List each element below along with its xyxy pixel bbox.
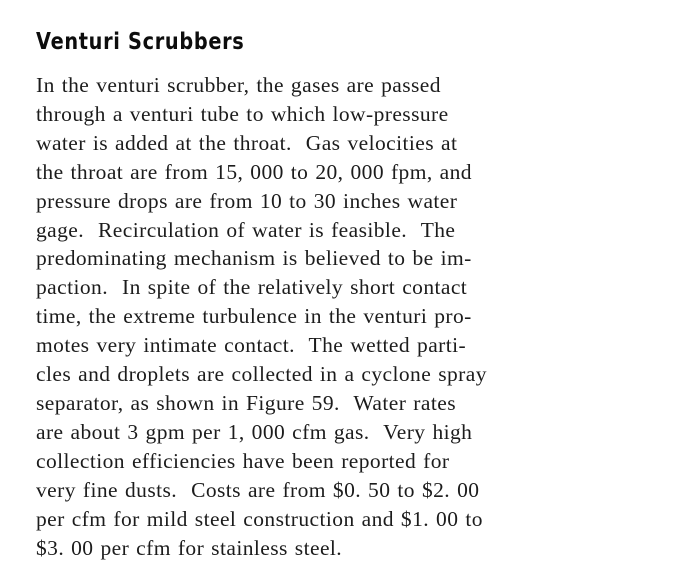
text-line: motes very intimate contact. The wetted parti-	[36, 333, 467, 358]
text-line: cles and droplets are collected in a cyclone spray	[36, 362, 487, 387]
text-line: separator, as shown in Figure 59. Water rates	[36, 390, 456, 415]
page-title: Venturi Scrubbers	[36, 29, 245, 56]
body-paragraph	[36, 71, 660, 562]
text-line: predominating mechanism is believed to be im-	[36, 246, 472, 271]
text-line: the throat are from 15, 000 to 20, 000 fpm, and	[36, 159, 472, 184]
text-line: pressure drops are from 10 to 30 inches water	[36, 188, 458, 213]
text-line: time, the extreme turbulence in the venturi pro-	[36, 304, 472, 329]
text-line: very fine dusts. Costs are from $0. 50 to $2. 00	[36, 477, 480, 502]
text-line: paction. In spite of the relatively short contact	[36, 275, 468, 300]
text-line: collection efficiencies have been reported for	[36, 448, 450, 473]
text-line: water is added at the throat. Gas velocities at	[36, 130, 458, 155]
text-line: through a venturi tube to which low-pressure	[36, 101, 449, 126]
text-line: per cfm for mild steel construction and $1. 00 to	[36, 506, 483, 531]
text-line: are about 3 gpm per 1, 000 cfm gas. Very high	[36, 419, 473, 444]
text-line: In the venturi scrubber, the gases are passed	[36, 73, 441, 97]
text-line: gage. Recirculation of water is feasible. The	[36, 217, 456, 242]
text-line: $3. 00 per cfm for stainless steel.	[36, 535, 343, 560]
